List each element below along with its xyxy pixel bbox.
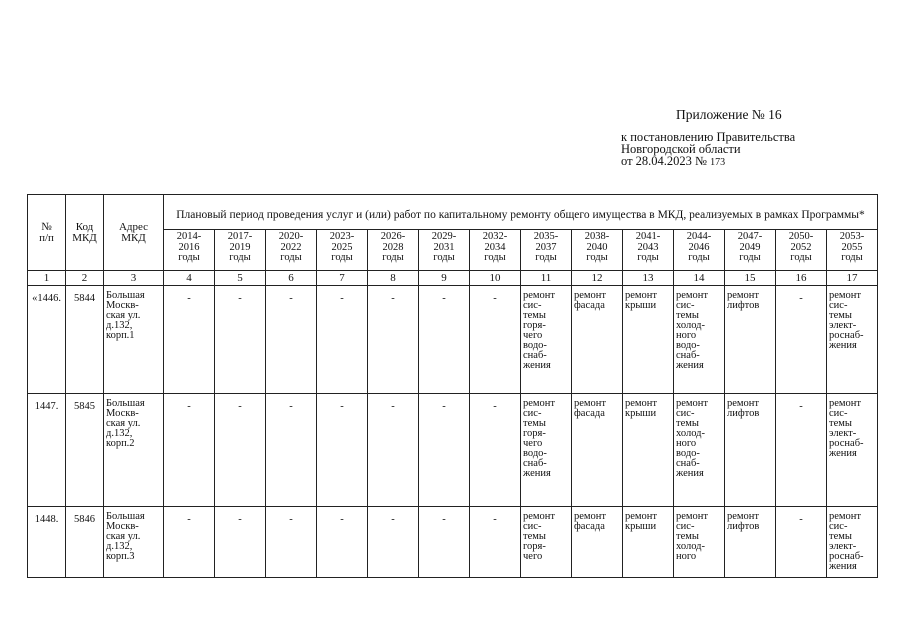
period-header: 2026- 2028 годы (368, 230, 419, 271)
work-cell: ремонт сис- темы горя- чего водо- снаб- жения (521, 286, 572, 394)
table-row (28, 394, 878, 507)
empty-cell: - (215, 394, 266, 507)
empty-cell: - (776, 286, 827, 394)
period-header: 2014- 2016 годы (164, 230, 215, 271)
empty-cell: - (419, 507, 470, 578)
period-header: 2023- 2025 годы (317, 230, 368, 271)
column-number: 16 (776, 271, 827, 286)
work-cell: ремонт лифтов (725, 394, 776, 507)
empty-cell: - (776, 394, 827, 507)
period-header: 2035- 2037 годы (521, 230, 572, 271)
empty-cell: - (266, 286, 317, 394)
column-number: 9 (419, 271, 470, 286)
work-cell: ремонт лифтов (725, 286, 776, 394)
empty-cell: - (164, 286, 215, 394)
row-number: «1446. (28, 286, 66, 394)
empty-cell: - (164, 394, 215, 507)
decree-date: от 28.04.2023 № (621, 154, 707, 168)
header-row-numbering (28, 271, 878, 286)
table-row (28, 286, 878, 394)
decree-line-3 (621, 154, 725, 170)
column-number: 12 (572, 271, 623, 286)
empty-cell: - (215, 507, 266, 578)
period-header: 2050- 2052 годы (776, 230, 827, 271)
work-cell: ремонт фасада (572, 286, 623, 394)
period-header: 2038- 2040 годы (572, 230, 623, 271)
work-cell: ремонт крыши (623, 507, 674, 578)
column-number: 17 (827, 271, 878, 286)
empty-cell: - (368, 394, 419, 507)
empty-cell: - (215, 286, 266, 394)
empty-cell: - (368, 286, 419, 394)
column-number: 2 (66, 271, 104, 286)
empty-cell: - (266, 507, 317, 578)
column-number: 3 (104, 271, 164, 286)
capital-repair-table (27, 194, 878, 578)
column-number: 13 (623, 271, 674, 286)
empty-cell: - (317, 286, 368, 394)
empty-cell: - (266, 394, 317, 507)
period-header: 2029- 2031 годы (419, 230, 470, 271)
row-code: 5846 (66, 507, 104, 578)
table-row (28, 507, 878, 578)
column-number: 11 (521, 271, 572, 286)
work-cell: ремонт сис- темы элект- роснаб- жения (827, 394, 878, 507)
work-cell: ремонт фасада (572, 394, 623, 507)
empty-cell: - (368, 507, 419, 578)
row-number: 1447. (28, 394, 66, 507)
column-number: 6 (266, 271, 317, 286)
row-number: 1448. (28, 507, 66, 578)
column-number: 4 (164, 271, 215, 286)
work-cell: ремонт сис- темы горя- чего (521, 507, 572, 578)
work-cell: ремонт крыши (623, 286, 674, 394)
column-number: 1 (28, 271, 66, 286)
column-number: 15 (725, 271, 776, 286)
work-cell: ремонт крыши (623, 394, 674, 507)
header-code: Код МКД (66, 195, 104, 271)
work-cell: ремонт фасада (572, 507, 623, 578)
empty-cell: - (317, 394, 368, 507)
header-row-1 (28, 195, 878, 230)
decree-line-1: к постановлению Правительства (621, 130, 796, 144)
work-cell: ремонт лифтов (725, 507, 776, 578)
empty-cell: - (470, 286, 521, 394)
period-header: 2017- 2019 годы (215, 230, 266, 271)
row-code: 5844 (66, 286, 104, 394)
column-number: 8 (368, 271, 419, 286)
empty-cell: - (470, 394, 521, 507)
column-number: 10 (470, 271, 521, 286)
work-cell: ремонт сис- темы элект- роснаб- жения (827, 507, 878, 578)
header-plan-period: Плановый период проведения услуг и (или) работ по капитальному ремонту общего имущества в МКД, реализуемых в рамках Программы* (164, 195, 878, 230)
row-address: Большая Москв- ская ул. д.132, корп.2 (104, 394, 164, 507)
decree-number: 173 (710, 157, 726, 168)
period-header: 2041- 2043 годы (623, 230, 674, 271)
empty-cell: - (317, 507, 368, 578)
header-num: № п/п (28, 195, 66, 271)
empty-cell: - (164, 507, 215, 578)
column-number: 14 (674, 271, 725, 286)
work-cell: ремонт сис- темы элект- роснаб- жения (827, 286, 878, 394)
row-address: Большая Москв- ская ул. д.132, корп.1 (104, 286, 164, 394)
period-header: 2047- 2049 годы (725, 230, 776, 271)
work-cell: ремонт сис- темы холод- ного (674, 507, 725, 578)
period-header: 2053- 2055 годы (827, 230, 878, 271)
work-cell: ремонт сис- темы холод- ного водо- снаб- жения (674, 394, 725, 507)
empty-cell: - (419, 394, 470, 507)
empty-cell: - (776, 507, 827, 578)
period-header: 2032- 2034 годы (470, 230, 521, 271)
header-address: Адрес МКД (104, 195, 164, 271)
appendix-title: Приложение № 16 (676, 107, 782, 122)
column-number: 5 (215, 271, 266, 286)
empty-cell: - (470, 507, 521, 578)
period-header: 2044- 2046 годы (674, 230, 725, 271)
row-address: Большая Москв- ская ул. д.132, корп.3 (104, 507, 164, 578)
column-number: 7 (317, 271, 368, 286)
decree-line-2: Новгородской области (621, 142, 741, 156)
work-cell: ремонт сис- темы холод- ного водо- снаб- жения (674, 286, 725, 394)
row-code: 5845 (66, 394, 104, 507)
period-header: 2020- 2022 годы (266, 230, 317, 271)
empty-cell: - (419, 286, 470, 394)
work-cell: ремонт сис- темы горя- чего водо- снаб- жения (521, 394, 572, 507)
